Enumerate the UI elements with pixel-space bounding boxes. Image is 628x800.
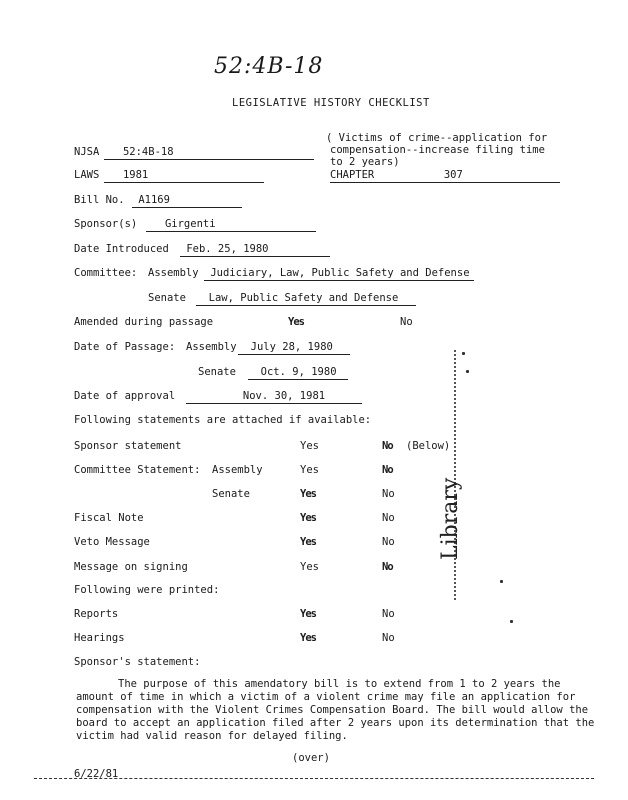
approval-value (186, 390, 362, 404)
over-note: (over) (292, 752, 330, 764)
sponsor-label: Sponsor(s) (74, 218, 138, 230)
sponsor-statement-text: The purpose of this amendatory bill is to extend from 1 to 2 years the amount of time in which a victim of a violent crime may file an application for compensation with the Violent Crimes Compensation Board. The bill would allow the board to accept an application filed after 2 years upon its determination that the victim had valid reason for delayed filing. (76, 678, 595, 742)
signing-yes: Yes (300, 561, 319, 573)
cs-senate-no: No (382, 488, 395, 500)
cs-assembly-yes: Yes (300, 464, 319, 476)
amended-label: Amended during passage (74, 316, 214, 328)
bill-label: Bill No. (74, 194, 125, 206)
committee-assembly-label: Assembly (148, 267, 199, 279)
reports-label: Reports (74, 608, 119, 620)
fiscal-no: No (382, 512, 395, 524)
njsa-value (104, 146, 314, 160)
veto-yes-struck: Yes (300, 536, 316, 548)
sponsor-value-text: Girgenti (164, 218, 216, 230)
chapter-field (330, 169, 560, 183)
introduced-value (180, 243, 330, 257)
below-note: (Below) (406, 440, 451, 452)
scan-speck (500, 580, 503, 583)
bill-value (132, 194, 242, 208)
cs-assembly-label: Assembly (212, 464, 263, 476)
laws-value-text: 1981 (122, 169, 149, 181)
reports-yes-struck: Yes (300, 608, 316, 620)
passage-assembly-label: Assembly (186, 341, 237, 353)
committee-senate-label: Senate (148, 292, 186, 304)
sponsor-value (146, 218, 316, 232)
scan-speck (466, 370, 469, 373)
introduced-value-text: Feb. 25, 1980 (186, 243, 269, 255)
cs-senate-label: Senate (212, 488, 250, 500)
fiscal-yes-struck: Yes (300, 512, 316, 524)
approval-label: Date of approval (74, 390, 176, 402)
approval-value-text: Nov. 30, 1981 (242, 390, 326, 402)
passage-senate-value (248, 366, 348, 380)
scan-specks (454, 350, 466, 600)
passage-senate-label: Senate (198, 366, 236, 378)
library-stamp: Library (438, 477, 463, 560)
njsa-label: NJSA (74, 146, 100, 158)
laws-label: LAWS (74, 169, 100, 181)
cs-senate-yes-struck: Yes (300, 488, 316, 500)
page-title: LEGISLATIVE HISTORY CHECKLIST (232, 97, 430, 109)
footer-dashed-line (34, 778, 594, 779)
signing-no-struck: No (382, 561, 393, 573)
handwritten-reference: 52:4B-18 (214, 54, 324, 79)
njsa-value-text: 52:4B-18 (122, 146, 174, 158)
laws-value (104, 169, 264, 183)
subject-line-1: ( Victims of crime--application for (326, 132, 548, 144)
senate-committee-text: Law, Public Safety and Defense (208, 292, 399, 304)
amended-yes-struck: Yes (288, 316, 304, 328)
passage-assembly-value (238, 341, 350, 355)
bill-value-text: A1169 (138, 194, 170, 206)
hearings-no: No (382, 632, 395, 644)
printed-heading: Following were printed: (74, 584, 220, 596)
committee-statement-label: Committee Statement: (74, 464, 201, 476)
fiscal-note-label: Fiscal Note (74, 512, 144, 524)
footer-date: 6/22/81 (74, 768, 119, 780)
cs-assembly-no-struck: No (382, 464, 393, 476)
scan-speck (510, 620, 513, 623)
amended-no: No (400, 316, 413, 328)
hearings-label: Hearings (74, 632, 125, 644)
assembly-committee-value (204, 267, 474, 281)
veto-no: No (382, 536, 395, 548)
veto-message-label: Veto Message (74, 536, 150, 548)
scan-speck (462, 352, 465, 355)
subject-line-2: compensation--increase filing time (330, 144, 545, 156)
reports-no: No (382, 608, 395, 620)
chapter-value: 307 (443, 169, 463, 181)
attached-heading: Following statements are attached if available: (74, 414, 372, 426)
introduced-label: Date Introduced (74, 243, 169, 255)
passage-assembly-text: July 28, 1980 (250, 341, 333, 353)
hearings-yes-struck: Yes (300, 632, 316, 644)
assembly-committee-text: Judiciary, Law, Public Safety and Defense (210, 267, 470, 279)
sponsor-statement-no-struck: No (382, 440, 393, 452)
sponsor-statement-label: Sponsor statement (74, 440, 182, 452)
sponsor-statement-yes: Yes (300, 440, 319, 452)
senate-committee-value (196, 292, 416, 306)
subject-line-3: to 2 years) (330, 156, 400, 168)
passage-label: Date of Passage: (74, 341, 176, 353)
signing-message-label: Message on signing (74, 561, 188, 573)
chapter-label: CHAPTER (330, 169, 375, 181)
passage-senate-text: Oct. 9, 1980 (260, 366, 337, 378)
sponsor-statement-heading: Sponsor's statement: (74, 656, 201, 668)
committee-label: Committee: (74, 267, 138, 279)
